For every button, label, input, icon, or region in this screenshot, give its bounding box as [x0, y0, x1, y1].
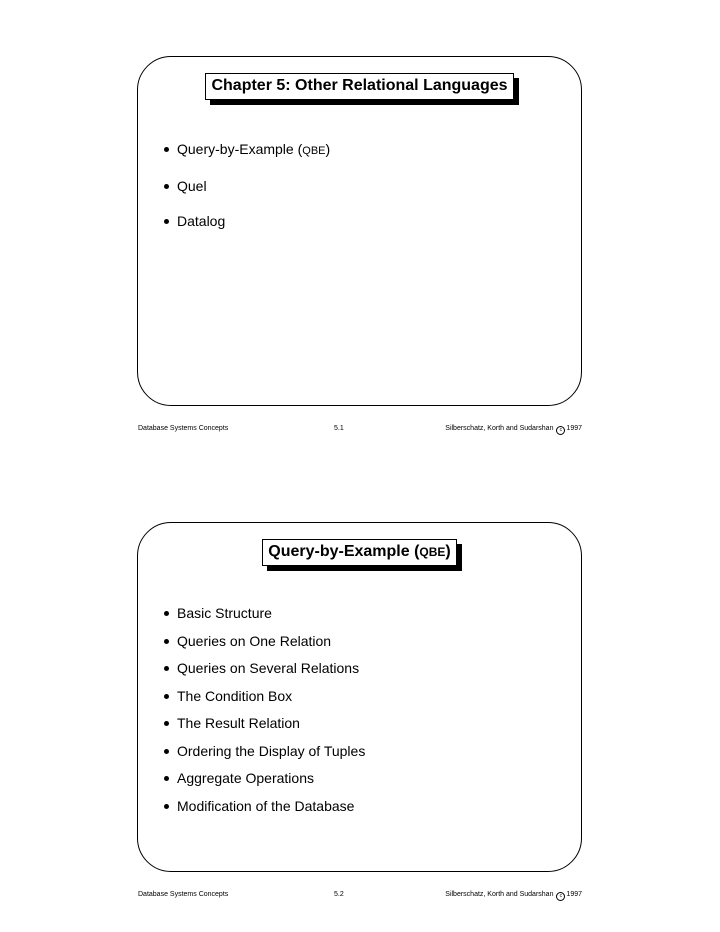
list-item: The Condition Box: [164, 688, 365, 705]
list-item: Query-by-Example (QBE): [164, 141, 330, 160]
slide-5-2: [137, 522, 582, 872]
list-item: Ordering the Display of Tuples: [164, 743, 365, 760]
list-item: Modification of the Database: [164, 798, 365, 815]
footer-book-title: Database Systems Concepts: [138, 891, 229, 898]
copyright-icon: c: [556, 892, 565, 901]
list-item: Datalog: [164, 213, 330, 230]
list-item: Queries on One Relation: [164, 633, 365, 650]
list-item: The Result Relation: [164, 715, 365, 732]
copyright-icon: c: [556, 426, 565, 435]
page-number: 5.1: [334, 425, 344, 432]
slide-title: Chapter 5: Other Relational Languages: [205, 73, 513, 100]
footer-authors: Silberschatz, Korth and Sudarshan c 1997: [445, 891, 582, 899]
bullet-list: [164, 141, 330, 230]
list-item: Queries on Several Relations: [164, 660, 365, 677]
bullet-list: [164, 605, 365, 815]
page-number: 5.2: [334, 891, 344, 898]
list-item: Basic Structure: [164, 605, 365, 622]
list-item: Aggregate Operations: [164, 770, 365, 787]
footer-authors: Silberschatz, Korth and Sudarshan c 1997: [445, 425, 582, 433]
list-item: Quel: [164, 178, 330, 195]
slide-5-1: [137, 56, 582, 406]
slide-title: Query-by-Example (QBE): [262, 539, 457, 566]
footer-book-title: Database Systems Concepts: [138, 425, 229, 432]
